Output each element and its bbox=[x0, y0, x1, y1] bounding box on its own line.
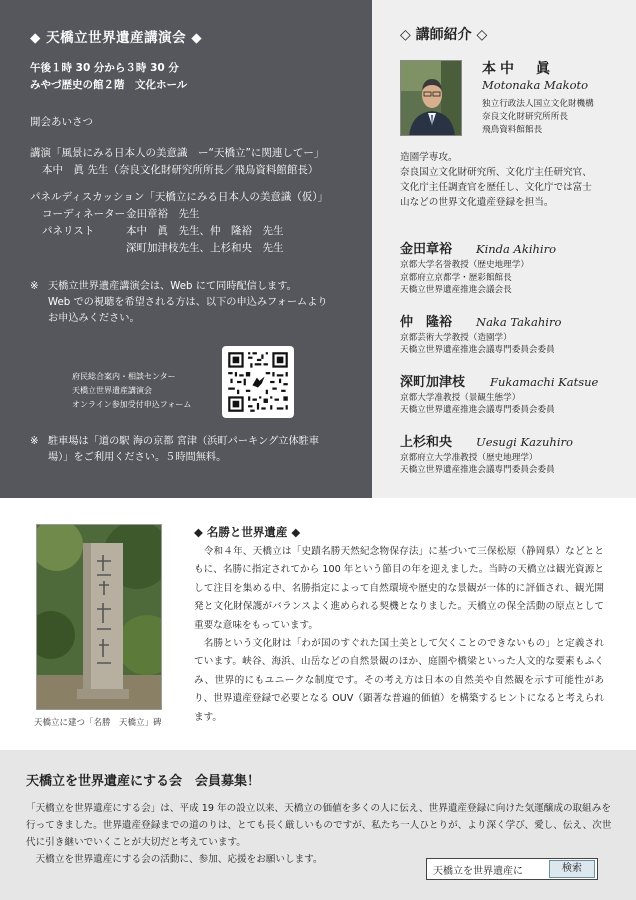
event-title: ◆ 天橋立世界遺産講演会 ◆ bbox=[30, 30, 203, 46]
speaker-romaji: Uesugi Kazuhiro bbox=[476, 434, 573, 449]
speaker-affiliation: 京都大学名誉教授（歴史地理学） 京都府立京都学・歴彩館館長 天橋立世界遺産推進会議会長 bbox=[400, 260, 529, 295]
speaker-name: 金田章裕 bbox=[400, 242, 453, 257]
speaker-romaji: Kinda Akihiro bbox=[476, 242, 557, 256]
panelist-label: パネリスト bbox=[42, 225, 95, 237]
meisho-section bbox=[0, 498, 636, 750]
search-button[interactable]: 検索 bbox=[549, 860, 595, 878]
speaker-name: 深町加津枝 bbox=[400, 374, 466, 390]
event-info-panel bbox=[0, 0, 372, 498]
parking-note-line-2: 場）」をご利用ください。５時間無料。 bbox=[48, 452, 227, 463]
parking-note: ※ 駐車場は「道の駅 海の京都 宮津（浜町パーキング立体駐車 場）」をご利用ください。５時間無料。 bbox=[30, 434, 354, 466]
speaker-item bbox=[400, 431, 624, 477]
speaker-item bbox=[400, 311, 624, 357]
search-bar bbox=[426, 858, 598, 880]
web-note-line-1: 天橋立世界遺産講演会は、Web にて同時配信します。 bbox=[48, 281, 297, 292]
recruit-paragraph-1: 「天橋立を世界遺産にする会」は、平成 19 年の設立以来、天橋立の価値を多くの人に伝え、世界遺産登録に向けた気運醸成の取組みを行ってきました。世界遺産登録までの道のりは、とても長く厳しいものですが、私たち一人ひとりが、より深く学び、愛し、伝え、次世代に引き継いでいくことが大切だと考えています。 bbox=[26, 803, 612, 848]
monument-caption: 天橋立に建つ「名勝 天橋立」碑 bbox=[34, 718, 162, 728]
speaker-intro-title: ◇ 講師紹介 ◇ bbox=[400, 27, 488, 43]
speaker-name: 仲 隆裕 bbox=[400, 314, 453, 330]
qr-code[interactable] bbox=[222, 346, 294, 418]
meisho-article bbox=[194, 524, 604, 727]
lead-speaker-affiliation: 独立行政法人国立文化財機構 奈良文化財研究所所長 飛鳥資料館館長 bbox=[482, 99, 594, 135]
web-note-line-2: Web での視聴を希望される方は、以下の申込みフォームより bbox=[48, 297, 328, 308]
opening-remarks: 開会あいさつ bbox=[30, 116, 93, 128]
speaker-affiliation: 京都府立大学准教授（歴史地理学） 天橋立世界遺産推進会議専門委員会委員 bbox=[400, 452, 555, 475]
panel-panelist-row bbox=[30, 223, 354, 240]
lead-speaker bbox=[400, 58, 624, 142]
recruit-title: 天橋立を世界遺産にする会 会員募集！ bbox=[26, 774, 261, 789]
note-mark: ※ bbox=[30, 281, 39, 292]
speaker-item bbox=[400, 238, 624, 297]
lead-speaker-bio: 造園学専攻。 奈良国立文化財研究所、文化庁主任研究官、 文化庁主任調査官を歴任し、文化庁では富士 山などの世界文化遺産登録を担当。 bbox=[400, 152, 592, 208]
lead-speaker-photo bbox=[400, 60, 462, 136]
speaker-intro-panel bbox=[372, 0, 636, 498]
recruit-paragraph-2: 天橋立を世界遺産にする会の活動に、参加、応援をお願いします。 bbox=[26, 854, 323, 865]
qr-label-line-2: 天橋立世界遺産講演会 bbox=[72, 386, 152, 395]
meisho-title: ◆ 名勝と世界遺産 ◆ bbox=[194, 525, 301, 539]
event-time: 午後１時 30 分から３時 30 分 bbox=[30, 62, 179, 74]
qr-label bbox=[72, 370, 191, 412]
web-note-line-3: お申込みください。 bbox=[48, 313, 140, 324]
search-input[interactable] bbox=[427, 860, 539, 878]
web-note bbox=[30, 279, 354, 327]
meisho-paragraph-2: 名勝という文化財は「わが国のすぐれた国土美として欠くことのできないもの」と定義されています。峡谷、海浜、山岳などの自然景観のほか、庭園や橋梁といった人文的な要素もふくみ、世界的にもユニークな制度です。その考え方は日本の自然美や自然観を示す可能性があり、世界遺産登録で必要となる OUV（顕著な普遍的価値）を構築するヒントになると考えられます。 bbox=[194, 638, 604, 723]
qr-block bbox=[72, 346, 342, 420]
speaker-name: 上杉和央 bbox=[400, 434, 453, 450]
panelist-value-1: 本中 眞 先生、仲 隆裕 先生 bbox=[126, 225, 284, 237]
lecture-speaker: 本中 眞 先生（奈良文化財研究所所長／飛鳥資料館館長） bbox=[42, 164, 319, 176]
monument-photo bbox=[36, 524, 162, 710]
lecture-title: 講演「風景にみる日本人の美意識 ー“天橋立”に関連してー」 bbox=[30, 147, 325, 159]
parking-note-line-1: 駐車場は「道の駅 海の京都 宮津（浜町パーキング立体駐車 bbox=[48, 436, 320, 447]
recruit-section bbox=[0, 750, 636, 900]
event-venue: みやづ歴史の館２階 文化ホール bbox=[30, 79, 188, 91]
qr-label-line-3: オンライン参加受付申込フォーム bbox=[72, 400, 192, 409]
qr-label-line-1: 府民総合案内・相談センター bbox=[72, 372, 176, 381]
coordinator-value: 金田章裕 先生 bbox=[126, 208, 200, 220]
qr-code-icon bbox=[226, 350, 290, 414]
speaker-romaji: Naka Takahiro bbox=[476, 314, 562, 329]
panelist-value-2: 深町加津枝先生、上杉和央 先生 bbox=[126, 242, 284, 254]
speaker-affiliation: 京都大学准教授（景観生態学） 天橋立世界遺産推進会議専門委員会委員 bbox=[400, 392, 555, 415]
speaker-romaji: Fukamachi Katsue bbox=[490, 374, 599, 389]
panel-title: パネルディスカッション「天橋立にみる日本人の美意識（仮）」 bbox=[30, 191, 329, 203]
meisho-paragraph-1: 令和４年、天橋立は「史蹟名勝天然紀念物保存法」に基づいて三保松原（静岡県）などとともに、名勝に指定されてから 100 年という節目の年を迎えました。当時の天橋立は観光資源として注目を集める中、名勝指定によって自然環境や歴史的な景観が一体的に評価され、観光開発と文化財保護がバランスよく進められる契機となりました。天橋立の保全活動の原点として重要な意味をもっています。 bbox=[194, 546, 604, 631]
panel-panelist-row-2 bbox=[30, 240, 354, 257]
speaker-item bbox=[400, 371, 624, 417]
coordinator-label: コーディネーター bbox=[42, 208, 126, 220]
lead-speaker-romaji: Motonaka Makoto bbox=[482, 78, 589, 92]
lead-speaker-name: 本中 眞 bbox=[482, 61, 554, 77]
speaker-affiliation: 京都芸術大学教授（造園学） 天橋立世界遺産推進会議専門委員会委員 bbox=[400, 332, 555, 355]
panel-coordinator-row bbox=[30, 206, 354, 223]
lead-speaker-info bbox=[482, 58, 594, 137]
